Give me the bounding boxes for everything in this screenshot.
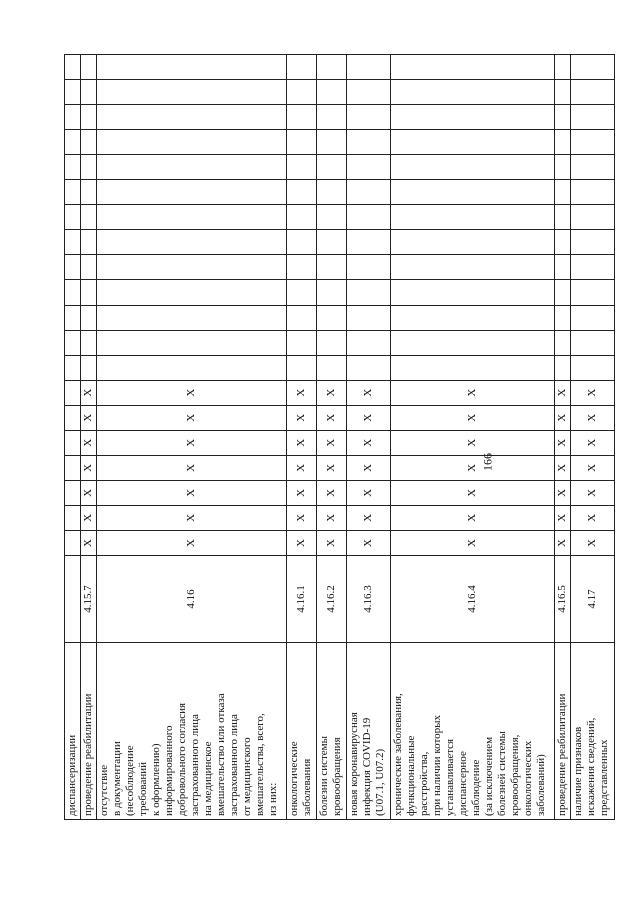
row-code: 4.16 [97, 556, 287, 643]
empty-cell [81, 80, 97, 105]
empty-cell [81, 355, 97, 380]
x-mark-cell: X [391, 405, 555, 430]
empty-cell [65, 180, 81, 205]
empty-cell [65, 380, 81, 405]
empty-cell [97, 180, 287, 205]
report-table [64, 54, 615, 820]
empty-cell [391, 280, 555, 305]
row-label: диспансеризации [66, 734, 78, 816]
x-mark-cell: X [287, 405, 317, 430]
x-mark-cell: X [391, 430, 555, 455]
empty-cell [555, 230, 571, 255]
empty-cell [391, 305, 555, 330]
empty-cell [571, 55, 615, 80]
x-mark-cell: X [97, 380, 287, 405]
x-mark-cell: X [317, 505, 347, 530]
empty-cell [97, 205, 287, 230]
empty-cell [347, 55, 391, 80]
empty-cell [97, 280, 287, 305]
empty-cell [571, 355, 615, 380]
empty-cell [97, 155, 287, 180]
empty-cell [391, 255, 555, 280]
x-mark-cell: X [317, 530, 347, 555]
row-label-cell [97, 643, 287, 820]
empty-cell [317, 55, 347, 80]
table-row [317, 55, 347, 820]
empty-cell [81, 130, 97, 155]
empty-cell [65, 455, 81, 480]
empty-cell [347, 180, 391, 205]
x-mark-cell: X [287, 455, 317, 480]
empty-cell [287, 255, 317, 280]
empty-cell [65, 305, 81, 330]
empty-cell [81, 330, 97, 355]
empty-cell [555, 280, 571, 305]
empty-cell [391, 330, 555, 355]
empty-cell [287, 280, 317, 305]
empty-cell [391, 80, 555, 105]
x-mark-cell: X [571, 430, 615, 455]
empty-cell [81, 205, 97, 230]
empty-cell [81, 255, 97, 280]
row-label: отсутствие в документации (несоблюдение требований к оформлению) информированного добровольного согласия застрахованного лица на медицинское вмешательство или отказа застрахованного лица от медицинского вмешательства, всего, из них: [98, 693, 279, 816]
empty-cell [97, 255, 287, 280]
empty-cell [65, 255, 81, 280]
empty-cell [65, 130, 81, 155]
x-mark-cell: X [81, 480, 97, 505]
row-label-cell [317, 643, 347, 820]
empty-cell [555, 155, 571, 180]
empty-cell [287, 155, 317, 180]
empty-cell [287, 130, 317, 155]
x-mark-cell: X [347, 405, 391, 430]
empty-cell [65, 230, 81, 255]
x-mark-cell: X [555, 480, 571, 505]
empty-cell [555, 355, 571, 380]
row-code: 4.16.3 [347, 556, 391, 643]
empty-cell [97, 330, 287, 355]
empty-cell [347, 130, 391, 155]
x-mark-cell: X [287, 530, 317, 555]
table-row [347, 55, 391, 820]
empty-cell [97, 80, 287, 105]
empty-cell [571, 155, 615, 180]
x-mark-cell: X [555, 530, 571, 555]
x-mark-cell: X [391, 530, 555, 555]
x-mark-cell: X [287, 505, 317, 530]
empty-cell [97, 305, 287, 330]
x-mark-cell: X [555, 430, 571, 455]
row-label-cell [81, 643, 97, 820]
table-row [287, 55, 317, 820]
empty-cell [571, 305, 615, 330]
x-mark-cell: X [317, 430, 347, 455]
empty-cell [97, 105, 287, 130]
empty-cell [317, 205, 347, 230]
row-code: 4.16.4 [391, 556, 555, 643]
empty-cell [347, 155, 391, 180]
empty-cell [65, 405, 81, 430]
row-label: онкологические заболевания [288, 741, 313, 816]
empty-cell [65, 330, 81, 355]
x-mark-cell: X [287, 380, 317, 405]
empty-cell [97, 230, 287, 255]
table-row [571, 55, 615, 820]
x-mark-cell: X [571, 505, 615, 530]
row-code: 4.16.5 [555, 556, 571, 643]
x-mark-cell: X [571, 480, 615, 505]
row-label-cell [65, 643, 81, 820]
empty-cell [391, 55, 555, 80]
table-row [555, 55, 571, 820]
x-mark-cell: X [97, 405, 287, 430]
row-code: 4.15.7 [81, 556, 97, 643]
x-mark-cell: X [347, 530, 391, 555]
empty-cell [65, 155, 81, 180]
empty-cell [347, 80, 391, 105]
empty-cell [347, 105, 391, 130]
x-mark-cell: X [287, 480, 317, 505]
empty-cell [81, 305, 97, 330]
empty-cell [347, 355, 391, 380]
empty-cell [555, 130, 571, 155]
empty-cell [571, 205, 615, 230]
row-code: 4.17 [571, 556, 615, 643]
empty-cell [555, 180, 571, 205]
empty-cell [391, 155, 555, 180]
empty-cell [65, 280, 81, 305]
row-label: проведение реабилитации [556, 693, 568, 816]
x-mark-cell: X [97, 480, 287, 505]
table-row [81, 55, 97, 820]
empty-cell [391, 180, 555, 205]
empty-cell [317, 355, 347, 380]
x-mark-cell: X [571, 530, 615, 555]
empty-cell [65, 355, 81, 380]
empty-cell [347, 255, 391, 280]
empty-cell [317, 105, 347, 130]
empty-cell [555, 105, 571, 130]
x-mark-cell: X [571, 405, 615, 430]
x-mark-cell: X [347, 380, 391, 405]
row-label: болезни системы кровообращения [318, 735, 343, 816]
row-code [65, 556, 81, 643]
x-mark-cell: X [81, 455, 97, 480]
empty-cell [347, 280, 391, 305]
row-code: 4.16.1 [287, 556, 317, 643]
table-row [97, 55, 287, 820]
x-mark-cell: X [347, 430, 391, 455]
x-mark-cell: X [391, 480, 555, 505]
report-table-frame [64, 54, 610, 820]
empty-cell [347, 230, 391, 255]
x-mark-cell: X [317, 380, 347, 405]
table-row [65, 55, 81, 820]
empty-cell [317, 255, 347, 280]
empty-cell [81, 180, 97, 205]
x-mark-cell: X [81, 405, 97, 430]
x-mark-cell: X [287, 430, 317, 455]
empty-cell [555, 255, 571, 280]
empty-cell [347, 330, 391, 355]
x-mark-cell: X [317, 405, 347, 430]
empty-cell [571, 105, 615, 130]
x-mark-cell: X [391, 380, 555, 405]
empty-cell [317, 230, 347, 255]
x-mark-cell: X [97, 530, 287, 555]
table-row [391, 55, 555, 820]
empty-cell [65, 430, 81, 455]
row-label-cell [555, 643, 571, 820]
row-label-cell [571, 643, 615, 820]
empty-cell [571, 180, 615, 205]
empty-cell [65, 55, 81, 80]
empty-cell [81, 105, 97, 130]
empty-cell [287, 330, 317, 355]
row-label: хронические заболевания, функциональные расстройства, при наличии которых устанавливается диспансерное наблюдение (за исключением болезней системы кровообращения, онкологических заболеваний) [392, 693, 547, 816]
empty-cell [65, 205, 81, 230]
x-mark-cell: X [571, 380, 615, 405]
x-mark-cell: X [555, 380, 571, 405]
empty-cell [555, 80, 571, 105]
empty-cell [81, 55, 97, 80]
empty-cell [81, 155, 97, 180]
row-label: проведение реабилитации [82, 693, 94, 816]
empty-cell [65, 105, 81, 130]
empty-cell [391, 230, 555, 255]
x-mark-cell: X [317, 455, 347, 480]
x-mark-cell: X [97, 505, 287, 530]
x-mark-cell: X [555, 405, 571, 430]
x-mark-cell: X [81, 530, 97, 555]
x-mark-cell: X [391, 505, 555, 530]
x-mark-cell: X [317, 480, 347, 505]
empty-cell [571, 130, 615, 155]
empty-cell [347, 205, 391, 230]
empty-cell [287, 80, 317, 105]
empty-cell [391, 105, 555, 130]
x-mark-cell: X [347, 480, 391, 505]
row-label-cell [287, 643, 317, 820]
x-mark-cell: X [555, 455, 571, 480]
empty-cell [65, 480, 81, 505]
empty-cell [65, 505, 81, 530]
empty-cell [97, 130, 287, 155]
empty-cell [97, 355, 287, 380]
empty-cell [555, 205, 571, 230]
x-mark-cell: X [571, 455, 615, 480]
x-mark-cell: X [347, 505, 391, 530]
x-mark-cell: X [555, 505, 571, 530]
x-mark-cell: X [391, 455, 555, 480]
empty-cell [391, 130, 555, 155]
x-mark-cell: X [97, 430, 287, 455]
empty-cell [65, 80, 81, 105]
empty-cell [287, 230, 317, 255]
empty-cell [317, 130, 347, 155]
empty-cell [287, 55, 317, 80]
empty-cell [317, 180, 347, 205]
empty-cell [81, 230, 97, 255]
empty-cell [571, 280, 615, 305]
empty-cell [347, 305, 391, 330]
x-mark-cell: X [97, 455, 287, 480]
empty-cell [555, 330, 571, 355]
empty-cell [571, 255, 615, 280]
empty-cell [555, 55, 571, 80]
empty-cell [317, 80, 347, 105]
empty-cell [287, 305, 317, 330]
page-number: 166 [480, 453, 495, 471]
x-mark-cell: X [81, 380, 97, 405]
empty-cell [287, 180, 317, 205]
x-mark-cell: X [347, 455, 391, 480]
x-mark-cell: X [81, 430, 97, 455]
empty-cell [317, 155, 347, 180]
empty-cell [391, 355, 555, 380]
empty-cell [65, 530, 81, 555]
empty-cell [97, 55, 287, 80]
empty-cell [317, 305, 347, 330]
empty-cell [317, 330, 347, 355]
empty-cell [81, 280, 97, 305]
empty-cell [571, 230, 615, 255]
row-label-cell [391, 643, 555, 820]
empty-cell [555, 305, 571, 330]
empty-cell [287, 105, 317, 130]
row-label: новая коронавирусная инфекция COVID-19 (U07.1, U07.2) [348, 712, 386, 816]
empty-cell [571, 80, 615, 105]
empty-cell [287, 205, 317, 230]
row-label: наличие признаков искажения сведений, представленных [572, 717, 610, 816]
empty-cell [391, 205, 555, 230]
empty-cell [571, 330, 615, 355]
x-mark-cell: X [81, 505, 97, 530]
row-code: 4.16.2 [317, 556, 347, 643]
row-label-cell [347, 643, 391, 820]
empty-cell [317, 280, 347, 305]
empty-cell [287, 355, 317, 380]
